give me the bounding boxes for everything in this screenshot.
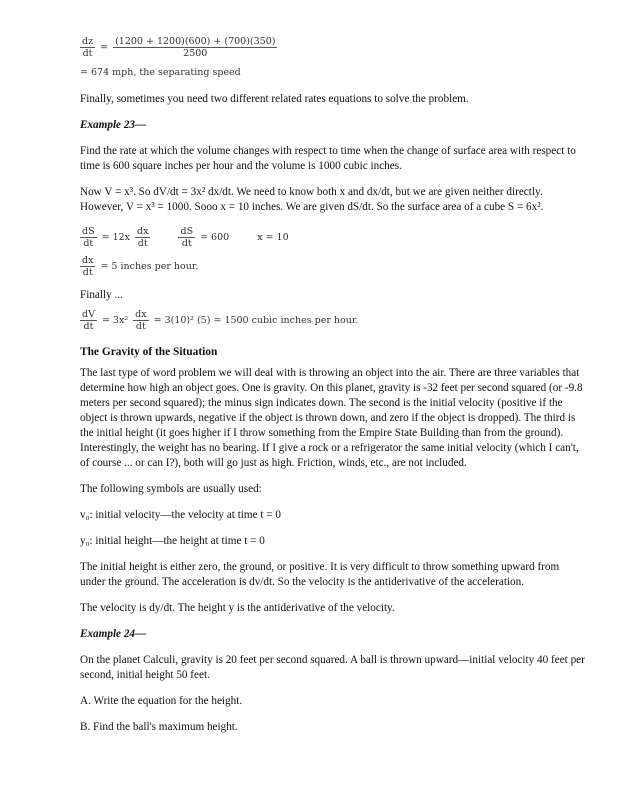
paragraph: The initial height is either zero, the ground, or positive. It is very difficult to throw something upward from under the ground. The acceleration is dv/dt. So the velocity is the antiderivative of the acceleration. — [80, 561, 560, 588]
denominator: dt — [82, 267, 93, 278]
paragraph: v₀: initial velocity—the velocity at time t = 0 — [80, 509, 281, 521]
paragraph: A. Write the equation for the height. — [80, 695, 243, 707]
example-heading: Example 23— — [80, 119, 147, 131]
denominator: 2500 — [183, 48, 208, 59]
numerator: (1200 + 1200)(600) + (700)(350) — [115, 36, 276, 47]
equation-dz-dt: $\frac{dz}{dt}$ = $\frac{(1200 + 1200)(600) + (700)(350)}{2500}$ — [82, 36, 276, 59]
paragraph: Now V = x³. So dV/dt = 3x² dx/dt. We need to know both x and dx/dt, but we are given neither directly. However, V = x³ = 1000. Sooo x = 10 inches. We are given dS/dt. So the surface area of a cube S = 6x². — [80, 186, 544, 213]
denominator: dt — [83, 238, 94, 249]
example-heading: Example 24— — [80, 628, 147, 640]
result-text: = 674 mph, the separating speed — [80, 67, 241, 78]
equation-dx-dt — [80, 255, 585, 278]
equation-result — [80, 67, 585, 78]
numerator: dz — [82, 36, 94, 47]
eq-text: = 12x — [101, 232, 131, 243]
denominator: dt — [83, 321, 94, 332]
numerator: dS — [180, 226, 194, 237]
numerator: dx — [137, 226, 149, 237]
denominator: dt — [135, 321, 146, 332]
paragraph: The following symbols are usually used: — [80, 483, 262, 495]
numerator: dV — [82, 309, 95, 320]
denominator: dt — [181, 238, 192, 249]
equation-dv-dt — [80, 309, 585, 332]
numerator: dx — [135, 309, 147, 320]
denominator: dt — [137, 238, 148, 249]
eq-text: = 3(10)² (5) = 1500 cubic inches per hour. — [153, 315, 359, 326]
section-heading: The Gravity of the Situation — [80, 346, 218, 358]
eq-text: = 600 — [200, 232, 230, 243]
eq-text: = 5 inches per hour. — [100, 261, 199, 272]
paragraph: Finally, sometimes you need two different related rates equations to solve the problem. — [80, 93, 469, 105]
paragraph: y₀: initial height—the height at time t = 0 — [80, 535, 265, 547]
numerator: dS — [82, 226, 95, 237]
eq-text: x = 10 — [257, 232, 289, 243]
eq-text: = 3x² — [101, 315, 129, 326]
paragraph: B. Find the ball's maximum height. — [80, 721, 238, 733]
paragraph: On the planet Calculi, gravity is 20 feet per second squared. A ball is thrown upward—initial velocity 40 feet per second, initial height 50 feet. — [80, 654, 585, 681]
numerator: dx — [82, 255, 94, 266]
paragraph: The velocity is dy/dt. The height y is the antiderivative of the velocity. — [80, 602, 395, 614]
paragraph: Find the rate at which the volume changes with respect to time when the change of surface area with respect to time is 600 square inches per hour and the volume is 1000 cubic inches. — [80, 145, 576, 172]
paragraph: Finally ... — [80, 289, 123, 301]
equation-ds-dt — [80, 226, 585, 249]
paragraph: The last type of word problem we will deal with is throwing an object into the air. There are three variables that determine how high an object goes. One is gravity. On this planet, gravity is -32 feet per second squared (or -9.8 meters per second squared); the minus sign indicates down. The second is the initial velocity (positive if the object is thrown upwards, negative if the object is thrown down, and zero if the object is dropped). The third is the initial height (it goes higher if I throw something from the Empire State Building than from the ground). Interestingly, the weight has no bearing. If I give a rock or a refrigerator the same initial velocity (which I can't, of course ... or can I?), both will go just as high. Friction, winds, etc., are not included. — [80, 367, 583, 469]
denominator: dt — [82, 48, 93, 59]
